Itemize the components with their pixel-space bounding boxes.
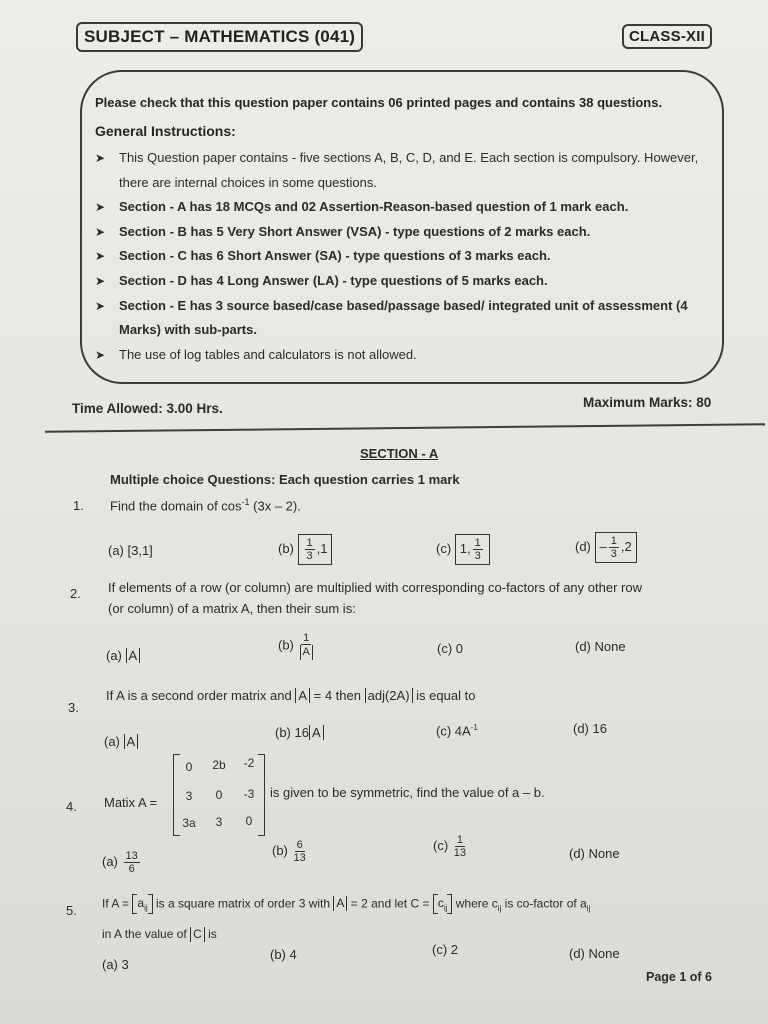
- option-d: (d) None: [575, 639, 626, 654]
- question-text: If $A = a_{ij}$ is a square matrix of order 3 with A = 2 and let $C = c_{ij}$ where $c_{ij}$ is co-factor of $a_{ij}$: [102, 896, 591, 913]
- option-a: (a) A: [104, 734, 138, 749]
- option-c: (c) $\frac{1}{13}$: [433, 834, 467, 859]
- class-label: CLASS-XII: [622, 24, 712, 49]
- page-number: Page 1 of 6: [646, 970, 712, 984]
- arrow-bullet-icon: ➤: [95, 200, 106, 215]
- interval-bracket: $\frac{1}{3}$ ,1: [298, 534, 333, 565]
- option-c: (c) 2: [432, 942, 458, 957]
- instruction-item: ➤ Section - A has 18 MCQs and 02 Assertion-Reason-based question of 1 mark each.: [95, 195, 715, 220]
- option-d: (d) – $\frac{1}{3}$ ,2: [575, 532, 637, 563]
- interval-bracket: – $\frac{1}{3}$ ,2: [595, 532, 637, 563]
- instruction-item: ➤ The use of log tables and calculators is not allowed.: [95, 343, 715, 368]
- question-text: If elements of a row (or column) are multiplied with corresponding co-factors of any other row (or column) of a matrix A, then their sum is:: [108, 580, 642, 616]
- section-title: SECTION - A: [360, 446, 439, 461]
- option-d: (d) None: [569, 946, 620, 961]
- option-b: (b) $\frac{1}{3}$ ,1: [278, 534, 332, 565]
- interval-bracket: 1, $\frac{1}{3}$: [455, 534, 490, 565]
- option-b: (b) $\frac{6}{13}$: [272, 839, 306, 864]
- arrow-bullet-icon: ➤: [95, 298, 106, 313]
- matrix-A: 0 2b -2 3 0 -3 3a 3 0: [173, 754, 265, 834]
- arrow-bullet-icon: ➤: [95, 224, 106, 239]
- option-a: (a) $\frac{13}{6}$: [102, 850, 138, 875]
- option-b: (b) 4: [270, 947, 297, 962]
- option-d: (d) None: [569, 846, 620, 861]
- instruction-item: ➤ This Question paper contains - five sections A, B, C, D, and E. Each section is compulsory. However, there are internal choices in some questions.: [95, 146, 715, 195]
- question-number: 1.: [73, 498, 84, 513]
- option-b: (b) 16 A: [275, 725, 324, 740]
- option-a: (a) 3: [102, 957, 129, 972]
- option-d: (d) 16: [573, 721, 607, 736]
- instructions-heading: General Instructions:: [95, 123, 236, 139]
- question-text: If A is a second order matrix and A = 4 then adj(2A) is equal to: [106, 688, 476, 703]
- arrow-bullet-icon: ➤: [95, 273, 106, 288]
- question-number: 2.: [70, 586, 81, 601]
- question-number: 4.: [66, 799, 77, 814]
- question-text: is given to be symmetric, find the value of a – b.: [270, 785, 545, 800]
- subject-title: SUBJECT – MATHEMATICS (041): [76, 22, 363, 52]
- instruction-item: ➤ Section - D has 4 Long Answer (LA) - type questions of 5 marks each.: [95, 269, 715, 294]
- instructions-list: [95, 146, 715, 367]
- option-a: (a) [3,1]: [108, 543, 153, 558]
- question-text: Find the domain of $\cos^{-1} (3x - 2)$.: [110, 497, 301, 514]
- question-number: 3.: [68, 700, 79, 715]
- arrow-bullet-icon: ➤: [95, 249, 106, 264]
- arrow-bullet-icon: ➤: [95, 347, 106, 362]
- option-a: (a) A: [106, 648, 140, 663]
- question-text-line2: in A the value of C is: [102, 927, 217, 941]
- question-number: 5.: [66, 903, 77, 918]
- instructions-notice: Please check that this question paper contains 06 printed pages and contains 38 questions.: [95, 95, 663, 110]
- instruction-item: ➤ Section - E has 3 source based/case based/passage based/ integrated unit of assessment (4 Marks) with sub-parts.: [95, 294, 715, 343]
- instruction-item: ➤ Section - C has 6 Short Answer (SA) - type questions of 3 marks each.: [95, 244, 715, 269]
- instruction-item: ➤ Section - B has 5 Very Short Answer (VSA) - type questions of 2 marks each.: [95, 220, 715, 245]
- option-b: (b) $\frac{1}{A}$: [278, 632, 315, 660]
- option-c: (c) $4A^{-1}$: [436, 723, 478, 739]
- time-allowed: Time Allowed: 3.00 Hrs.: [72, 401, 223, 416]
- option-c: (c) 1, $\frac{1}{3}$: [436, 534, 490, 565]
- arrow-bullet-icon: ➤: [95, 151, 106, 165]
- divider: [45, 423, 765, 433]
- option-c: (c) 0: [437, 641, 463, 656]
- matrix-prefix: Matix A =: [104, 795, 158, 810]
- section-subtitle: Multiple choice Questions: Each question carries 1 mark: [110, 472, 460, 487]
- maximum-marks: Maximum Marks: 80: [583, 395, 712, 410]
